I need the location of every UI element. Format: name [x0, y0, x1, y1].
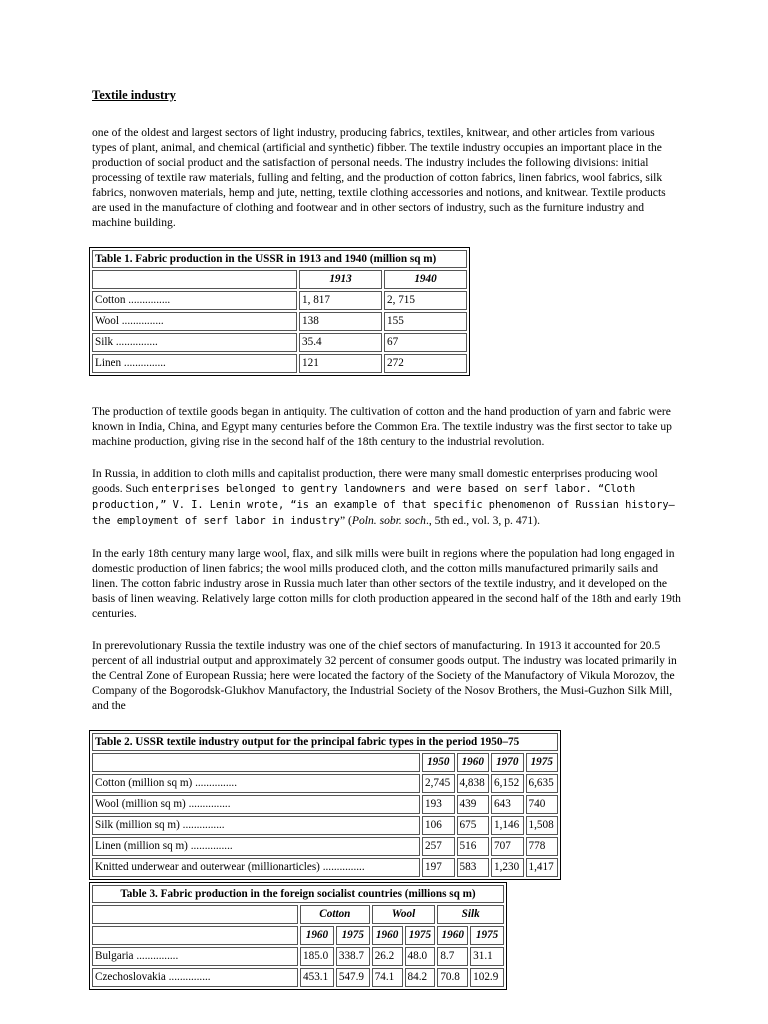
- page-title: Textile industry: [92, 88, 176, 102]
- cell: 643: [491, 795, 524, 814]
- cell: 740: [526, 795, 559, 814]
- paragraph-russia-quote-b: “Cloth production,” V. I. Lenin wrote, “is an example of that specific phenomenon of Russian history—the employment of serf labor in industry: [92, 483, 675, 527]
- table-1: [89, 247, 470, 376]
- cell: 6,635: [526, 774, 559, 793]
- citation-rest: ., 5th ed., vol. 3, p. 471).: [425, 514, 540, 527]
- row-label: Bulgaria ...............: [92, 947, 298, 966]
- table-row: [92, 837, 558, 856]
- table-3-corner: [92, 926, 298, 945]
- cell: 35.4: [299, 333, 382, 352]
- article: [92, 88, 682, 990]
- table-1-year: 1940: [384, 270, 467, 289]
- row-label: Wool (million sq m) ...............: [92, 795, 420, 814]
- row-label: Wool ...............: [92, 312, 297, 331]
- table-row: [92, 795, 558, 814]
- cell: 4,838: [457, 774, 490, 793]
- table-2-caption: Table 2. USSR textile industry output for the principal fabric types in the period 1950–75: [92, 733, 558, 751]
- cell: 74.1: [372, 968, 403, 987]
- cell: 197: [422, 858, 455, 877]
- table-row: [92, 333, 467, 352]
- cell: 1,508: [526, 816, 559, 835]
- table-2-year: 1975: [526, 753, 559, 772]
- row-label: Cotton ...............: [92, 291, 297, 310]
- row-label: Linen (million sq m) ...............: [92, 837, 420, 856]
- table-3-group: Cotton: [300, 905, 370, 924]
- cell: 1,417: [526, 858, 559, 877]
- cell: 138: [299, 312, 382, 331]
- paragraph-russia-quote-a: enterprises belonged to gentry landowners and were based on serf labor.: [151, 483, 592, 495]
- table-row: [92, 858, 558, 877]
- table-row: [92, 968, 504, 987]
- cell: 257: [422, 837, 455, 856]
- row-label: Silk (million sq m) ...............: [92, 816, 420, 835]
- cell: 707: [491, 837, 524, 856]
- table-3-caption: Table 3. Fabric production in the foreign socialist countries (millions sq m): [92, 885, 504, 903]
- cell: 48.0: [405, 947, 436, 966]
- table-2: [89, 730, 561, 880]
- row-label: Cotton (million sq m) ...............: [92, 774, 420, 793]
- row-label: Czechoslovakia ...............: [92, 968, 298, 987]
- table-row: [92, 291, 467, 310]
- cell: 70.8: [437, 968, 468, 987]
- cell: 155: [384, 312, 467, 331]
- paragraph-russia-text-b: ” (: [339, 514, 352, 527]
- cell: 6,152: [491, 774, 524, 793]
- cell: 778: [526, 837, 559, 856]
- cell: 453.1: [300, 968, 334, 987]
- row-label: Knitted underwear and outerwear (millionarticles) ...............: [92, 858, 420, 877]
- cell: 338.7: [336, 947, 370, 966]
- cell: 547.9: [336, 968, 370, 987]
- table-3-corner: [92, 905, 298, 924]
- table-2-year: 1960: [457, 753, 490, 772]
- table-row: [92, 947, 504, 966]
- cell: 67: [384, 333, 467, 352]
- cell: 84.2: [405, 968, 436, 987]
- table-1-year: 1913: [299, 270, 382, 289]
- row-label: Silk ...............: [92, 333, 297, 352]
- table-row: [92, 312, 467, 331]
- paragraph-russia: [92, 466, 682, 529]
- table-2-year: 1950: [422, 753, 455, 772]
- cell: 583: [457, 858, 490, 877]
- table-3-year: 1975: [336, 926, 370, 945]
- cell: 31.1: [470, 947, 504, 966]
- table-3-year: 1975: [405, 926, 436, 945]
- table-3-year: 1960: [300, 926, 334, 945]
- table-3-group: Silk: [437, 905, 504, 924]
- paragraph-history: The production of textile goods began in antiquity. The cultivation of cotton and the hand production of yarn and fabric were known in India, China, and Egypt many centuries before the Common Era. The textile industry was the first sector to take up machine production, giving rise in the second half of the 18th century to the industrial revolution.: [92, 405, 672, 448]
- cell: 193: [422, 795, 455, 814]
- table-3: [89, 882, 507, 990]
- cell: 106: [422, 816, 455, 835]
- cell: 2,745: [422, 774, 455, 793]
- table-3-year: 1960: [437, 926, 468, 945]
- cell: 185.0: [300, 947, 334, 966]
- row-label: Linen ...............: [92, 354, 297, 373]
- cell: 26.2: [372, 947, 403, 966]
- table-row: [92, 774, 558, 793]
- paragraph-18th-century: In the early 18th century many large wool, flax, and silk mills were built in regions where the population had long engaged in domestic production of linen fabrics; the wool mills produced cloth, and the cotton mills manufactured primarily sails and linen. The cotton fabric industry arose in Russia much later than other sectors of the textile industry, and it developed on the basis of linen weaving. Relatively large cotton mills for cloth production appeared in the second half of the 18th and early 19th centuries.: [92, 547, 681, 620]
- cell: 121: [299, 354, 382, 373]
- table-2-year: 1970: [491, 753, 524, 772]
- citation-title: Poln. sobr. soch: [351, 514, 426, 527]
- cell: 516: [457, 837, 490, 856]
- cell: 272: [384, 354, 467, 373]
- table-row: [92, 354, 467, 373]
- table-3-group: Wool: [372, 905, 436, 924]
- cell: 1,146: [491, 816, 524, 835]
- table-2-corner: [92, 753, 420, 772]
- paragraph-russia-text-a: In Russia, in addition to cloth mills and capitalist production, there were many small domestic enterprises producing wool goods. Such: [92, 467, 658, 495]
- table-3-year: 1975: [470, 926, 504, 945]
- table-row: [92, 816, 558, 835]
- cell: 439: [457, 795, 490, 814]
- table-3-year: 1960: [372, 926, 403, 945]
- cell: 2, 715: [384, 291, 467, 310]
- table-1-corner: [92, 270, 297, 289]
- cell: 1, 817: [299, 291, 382, 310]
- paragraph-prerevolutionary: In prerevolutionary Russia the textile industry was one of the chief sectors of manufacturing. In 1913 it accounted for 20.5 percent of all industrial output and approximately 32 percent of consumer goods output. The industry was located primarily in the Central Zone of European Russia; here were located the factory of the Society of the Manufactory of Vikula Morozov, the Company of the Bogorodsk-Glukhov Manufactory, the Industrial Society of the Nosov Brothers, the Musi-Guzhon Silk Mill, and the: [92, 639, 677, 712]
- cell: 675: [457, 816, 490, 835]
- paragraph-intro: one of the oldest and largest sectors of light industry, producing fabrics, textiles, knitwear, and other articles from various types of plant, animal, and chemical (artificial and synthetic) fibber. The textile industry occupies an important place in the production of social product and the satisfaction of personal needs. The industry includes the following divisions: initial processing of textile raw materials, fulling and felting, and the production of cotton fabrics, linen fabrics, wool fabrics, silk fabrics, nonwoven materials, hemp and jute, netting, textile clothing accessories and notions, and knitwear. Textile products are used in the manufacture of clothing and footwear and in other sectors of industry, such as the furniture industry and machine building.: [92, 126, 666, 229]
- cell: 8.7: [437, 947, 468, 966]
- cell: 102.9: [470, 968, 504, 987]
- table-1-caption: Table 1. Fabric production in the USSR in 1913 and 1940 (million sq m): [92, 250, 467, 268]
- cell: 1,230: [491, 858, 524, 877]
